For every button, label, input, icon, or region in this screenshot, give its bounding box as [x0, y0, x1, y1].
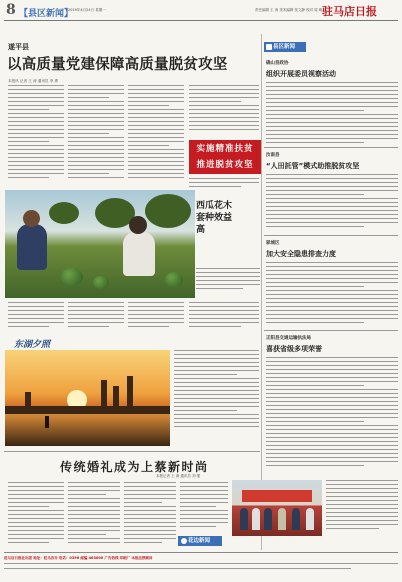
- footer: [4, 556, 398, 578]
- bottom-rule: [4, 451, 260, 452]
- sunset-photo-desc: [174, 350, 259, 446]
- lead-continued-4: [189, 302, 259, 332]
- story4-body: [266, 357, 398, 475]
- column-badge: 花边新闻: [178, 536, 222, 546]
- section-title: 【县区新闻】: [19, 9, 74, 19]
- lead-column-1: [8, 85, 64, 185]
- story2-body: [266, 174, 398, 232]
- lead-headline: 以高质量党建保障高质量脱贫攻坚: [7, 57, 228, 73]
- editor-credits: 责任编辑 王 涛 美术编辑 张文静 校对 周 明: [255, 8, 323, 12]
- lead-column-3: [128, 85, 184, 185]
- slogan-line-2: 推进脱贫攻坚: [196, 160, 254, 170]
- story1-kicker: 确山县政协: [266, 61, 289, 66]
- bottom-column-2: [68, 482, 120, 548]
- melon-field-photo: [5, 190, 195, 298]
- melon-photo-caption: 西瓜花木套种效益高: [196, 201, 233, 235]
- lead-continued-1: [8, 302, 64, 332]
- lead-byline: 本报讯 记者 王 涛 通讯员 李 勇: [8, 79, 58, 83]
- masthead-rule: [4, 20, 398, 21]
- page-number: 8: [6, 2, 16, 18]
- story3-headline: 加大安全隐患排查力度: [266, 250, 336, 258]
- lead-continued-3: [128, 302, 184, 332]
- slogan-line-1: 实施精准扶贫: [196, 144, 254, 154]
- lead-continued-2: [68, 302, 124, 332]
- bottom-column-4: [180, 482, 228, 532]
- story1-body: [266, 82, 398, 144]
- right-rule-3: [264, 330, 398, 331]
- story3-body: [266, 262, 398, 326]
- newspaper-icon: [266, 44, 272, 50]
- lead-kicker: 遂平县: [8, 43, 29, 51]
- lead-column-2: [68, 85, 124, 185]
- flower-icon: [181, 538, 187, 544]
- issue-date: 2019年4月24日 星期一: [68, 8, 106, 12]
- footer-rule: [4, 552, 398, 553]
- story1-headline: 组织开展委员视察活动: [266, 70, 336, 78]
- sunset-lake-photo: [5, 350, 170, 446]
- story2-headline: “人田託管”模式助推脱贫攻坚: [266, 162, 360, 170]
- melon-photo-desc: [196, 268, 260, 296]
- bottom-headline: 传统婚礼成为上蔡新时尚: [60, 460, 209, 474]
- bottom-column-3: [124, 482, 176, 548]
- column-separator: [261, 34, 262, 550]
- event-photo: [232, 480, 322, 536]
- story2-kicker: 汝南县: [266, 153, 280, 158]
- bottom-column-1: [8, 482, 64, 548]
- story4-headline: 喜获省级多项荣誉: [266, 345, 322, 353]
- masthead: [0, 0, 402, 28]
- section-tag: 县区新闻: [264, 42, 306, 52]
- sunset-photo-caption: 东湖夕照: [14, 340, 51, 350]
- event-photo-caption: [326, 480, 398, 536]
- story4-kicker: 正阳县交通运输执法局: [266, 336, 311, 341]
- story3-kicker: 驿城区: [266, 241, 280, 246]
- newspaper-logo: 驻马店日报: [322, 5, 377, 18]
- slogan-banner: [189, 140, 261, 174]
- right-rule-2: [264, 235, 398, 236]
- lead-column-4: [189, 85, 259, 137]
- footer-text: 驻马店日报社出版 地址：驻马店市 电话：0396 邮编 463000 广告热线 印刷厂 本报法律顾问: [4, 556, 153, 560]
- bottom-byline: 本报记者 王 涛 通讯员 刘 强: [156, 474, 201, 478]
- right-rule-1: [264, 147, 398, 148]
- lead-column-5: [189, 178, 259, 190]
